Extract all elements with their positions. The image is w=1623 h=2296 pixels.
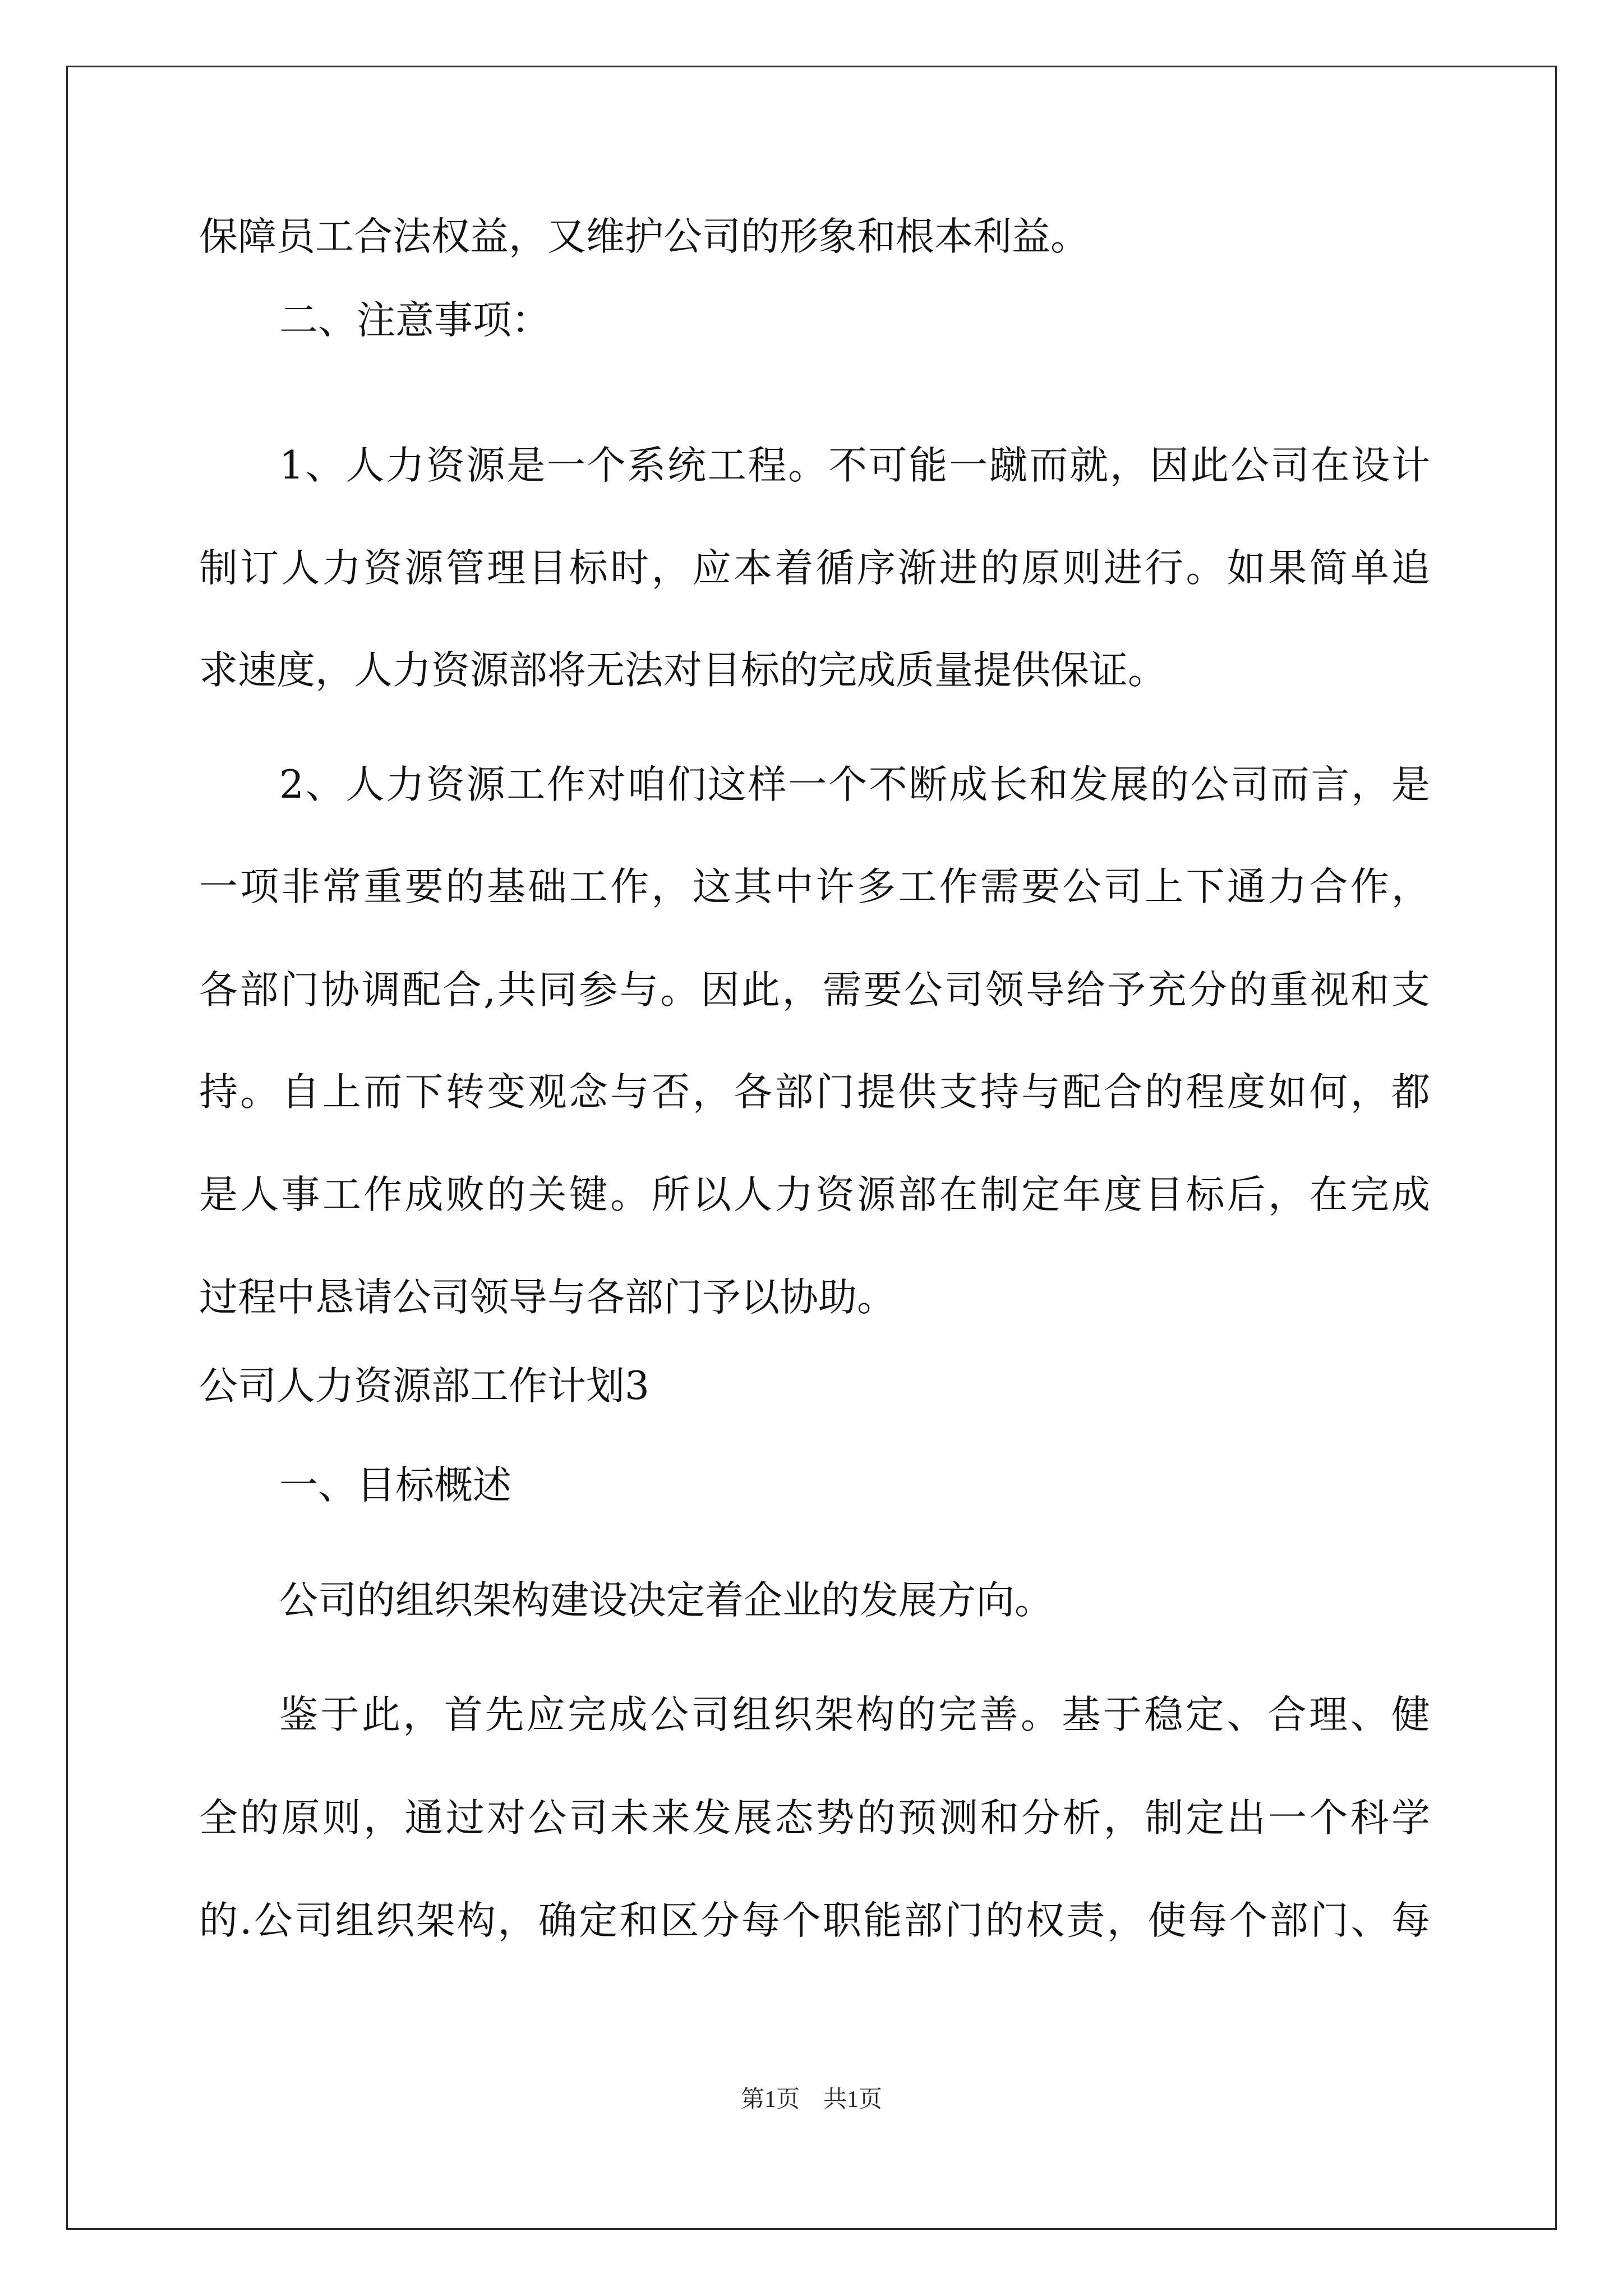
paragraph-line: 各部门协调配合,共同参与。因此，需要公司领导给予充分的重视和支 [199, 968, 1430, 1013]
paragraph-line: 2、人力资源工作对咱们这样一个不断成长和发展的公司而言，是 [279, 762, 1430, 807]
paragraph-line: 全的原则，通过对公司未来发展态势的预测和分析，制定出一个科学 [199, 1796, 1430, 1841]
page-number-footer: 第1页 共1页 [740, 2087, 882, 2113]
paragraph-line: 求速度，人力资源部将无法对目标的完成质量提供保证。 [199, 648, 1166, 693]
paragraph-line: 公司的组织架构建设决定着企业的发展方向。 [279, 1578, 1053, 1623]
paragraph-line: 持。自上而下转变观念与否，各部门提供支持与配合的程度如何，都 [199, 1070, 1430, 1115]
section-heading: 一、目标概述 [279, 1463, 511, 1508]
paragraph-line: 鉴于此，首先应完成公司组织架构的完善。基于稳定、合理、健 [279, 1692, 1430, 1737]
paragraph-line: 制订人力资源管理目标时，应本着循序渐进的原则进行。如果简单追 [199, 546, 1430, 591]
paragraph-line: 过程中恳请公司领导与各部门予以协助。 [199, 1275, 896, 1320]
document-title: 公司人力资源部工作计划3 [199, 1364, 649, 1409]
paragraph-line: 1、人力资源是一个系统工程。不可能一蹴而就，因此公司在设计 [279, 443, 1430, 488]
paragraph-line: 一项非常重要的基础工作，这其中许多工作需要公司上下通力合作， [199, 864, 1430, 909]
paragraph-line: 是人事工作成败的关键。所以人力资源部在制定年度目标后，在完成 [199, 1172, 1430, 1217]
section-heading: 二、注意事项： [279, 298, 550, 343]
paragraph-line: 保障员工合法权益，又维护公司的形象和根本利益。 [199, 214, 1089, 259]
paragraph-line: 的.公司组织架构，确定和区分每个职能部门的权责，使每个部门、每 [199, 1898, 1430, 1943]
